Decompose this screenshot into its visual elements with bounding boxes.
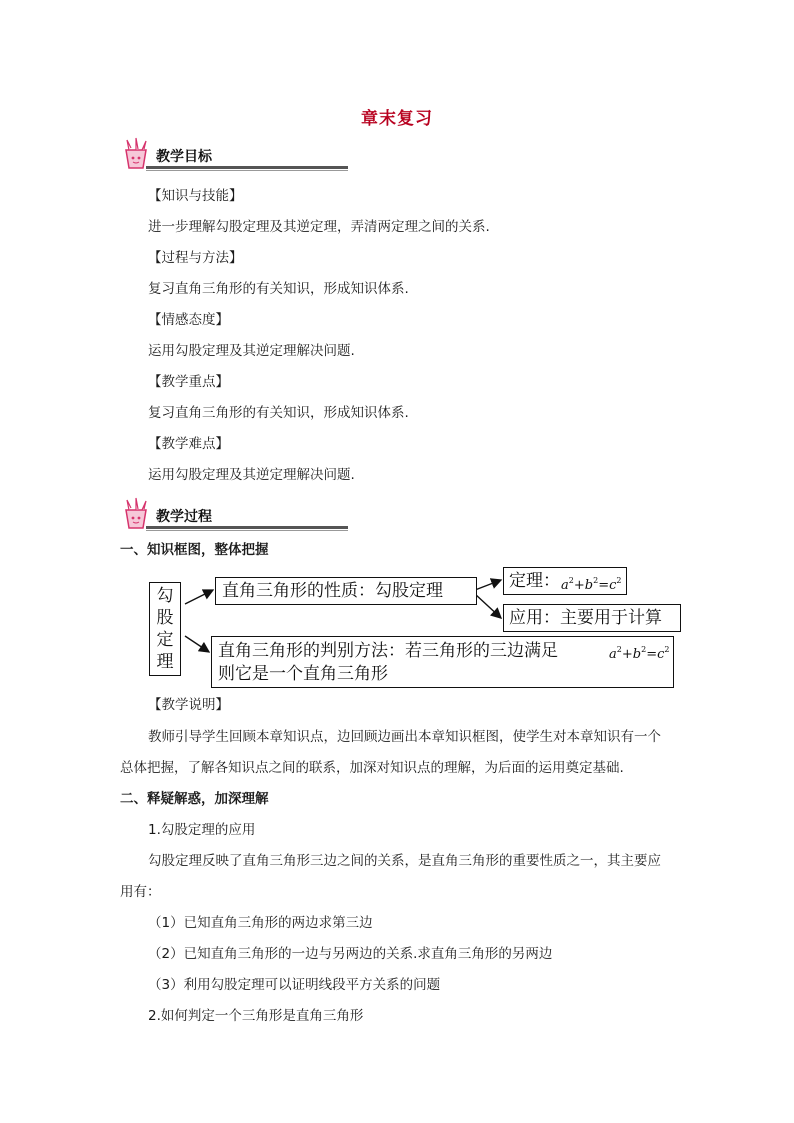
part-title: 一、知识框图，整体把握 — [120, 542, 269, 558]
judge-line2: 则它是一个直角三角形 — [218, 664, 388, 684]
knowledge-diagram — [145, 566, 685, 690]
section-header-objectives — [118, 140, 358, 174]
paragraph-text: 勾股定理反映了直角三角形三边之间的关系，是直角三角形的重要性质之一，其主要应 — [148, 853, 661, 869]
list-item: （1）已知直角三角形的两边求第三边 — [148, 915, 373, 931]
objective-label: 【情感态度】 — [148, 312, 229, 328]
note-text: 总体把握，了解各知识点之间的联系，加深对知识点的理解，为后面的运用奠定基础. — [120, 760, 624, 776]
application-box — [503, 604, 681, 632]
application-text: 应用：主要用于计算 — [509, 608, 662, 628]
judge-line1: 直角三角形的判别方法：若三角形的三边满足 — [218, 641, 558, 661]
objective-text: 运用勾股定理及其逆定理解决问题. — [148, 467, 355, 483]
objective-text: 复习直角三角形的有关知识，形成知识体系. — [148, 405, 409, 421]
judge-box — [211, 636, 674, 688]
objective-label: 【知识与技能】 — [148, 188, 243, 204]
objective-label: 【教学重点】 — [148, 374, 229, 390]
judge-formula: $a^2+b^2=c^2$ — [609, 645, 670, 662]
section-underline-thin — [146, 530, 348, 531]
root-char: 理 — [156, 652, 174, 672]
note-text: 教师引导学生回顾本章知识点，边回顾边画出本章知识框图，使学生对本章知识有一个 — [148, 729, 661, 745]
paragraph-text: 用有： — [120, 884, 161, 900]
section-underline-thin — [146, 170, 348, 171]
note-label: 【教学说明】 — [148, 697, 229, 713]
root-char: 勾 — [156, 586, 174, 606]
objective-label: 【过程与方法】 — [148, 250, 243, 266]
theorem-label: 定理： — [509, 571, 560, 591]
root-char: 股 — [156, 608, 174, 628]
theorem-box — [503, 567, 627, 595]
list-item: （3）利用勾股定理可以证明线段平方关系的问题 — [148, 977, 441, 993]
objective-text: 进一步理解勾股定理及其逆定理，弄清两定理之间的关系. — [148, 219, 490, 235]
objective-label: 【教学难点】 — [148, 436, 229, 452]
section-heading: 教学目标 — [156, 149, 212, 165]
root-char: 定 — [156, 630, 174, 650]
part-title: 二、释疑解惑，加深理解 — [120, 791, 269, 807]
section-underline — [146, 166, 348, 169]
sub-heading: 1.勾股定理的应用 — [148, 822, 256, 838]
section-heading: 教学过程 — [156, 509, 212, 525]
list-item: （2）已知直角三角形的一边与另两边的关系.求直角三角形的另两边 — [148, 946, 553, 962]
objective-text: 运用勾股定理及其逆定理解决问题. — [148, 343, 355, 359]
arrow-to-application — [475, 594, 501, 618]
property-box — [215, 577, 477, 605]
property-text: 直角三角形的性质：勾股定理 — [222, 581, 443, 601]
arrow-to-theorem — [475, 580, 501, 590]
section-underline — [146, 526, 348, 529]
sub-heading: 2.如何判定一个三角形是直角三角形 — [148, 1008, 364, 1024]
section-header-process — [118, 500, 358, 534]
pythagoras-formula: $a^2+b^2=c^2$ — [561, 576, 622, 593]
objective-text: 复习直角三角形的有关知识，形成知识体系. — [148, 281, 409, 297]
root-box — [149, 582, 181, 676]
arrow-to-judge — [185, 636, 209, 652]
arrow-to-property — [185, 590, 213, 604]
page-title: 章末复习 — [361, 109, 433, 129]
